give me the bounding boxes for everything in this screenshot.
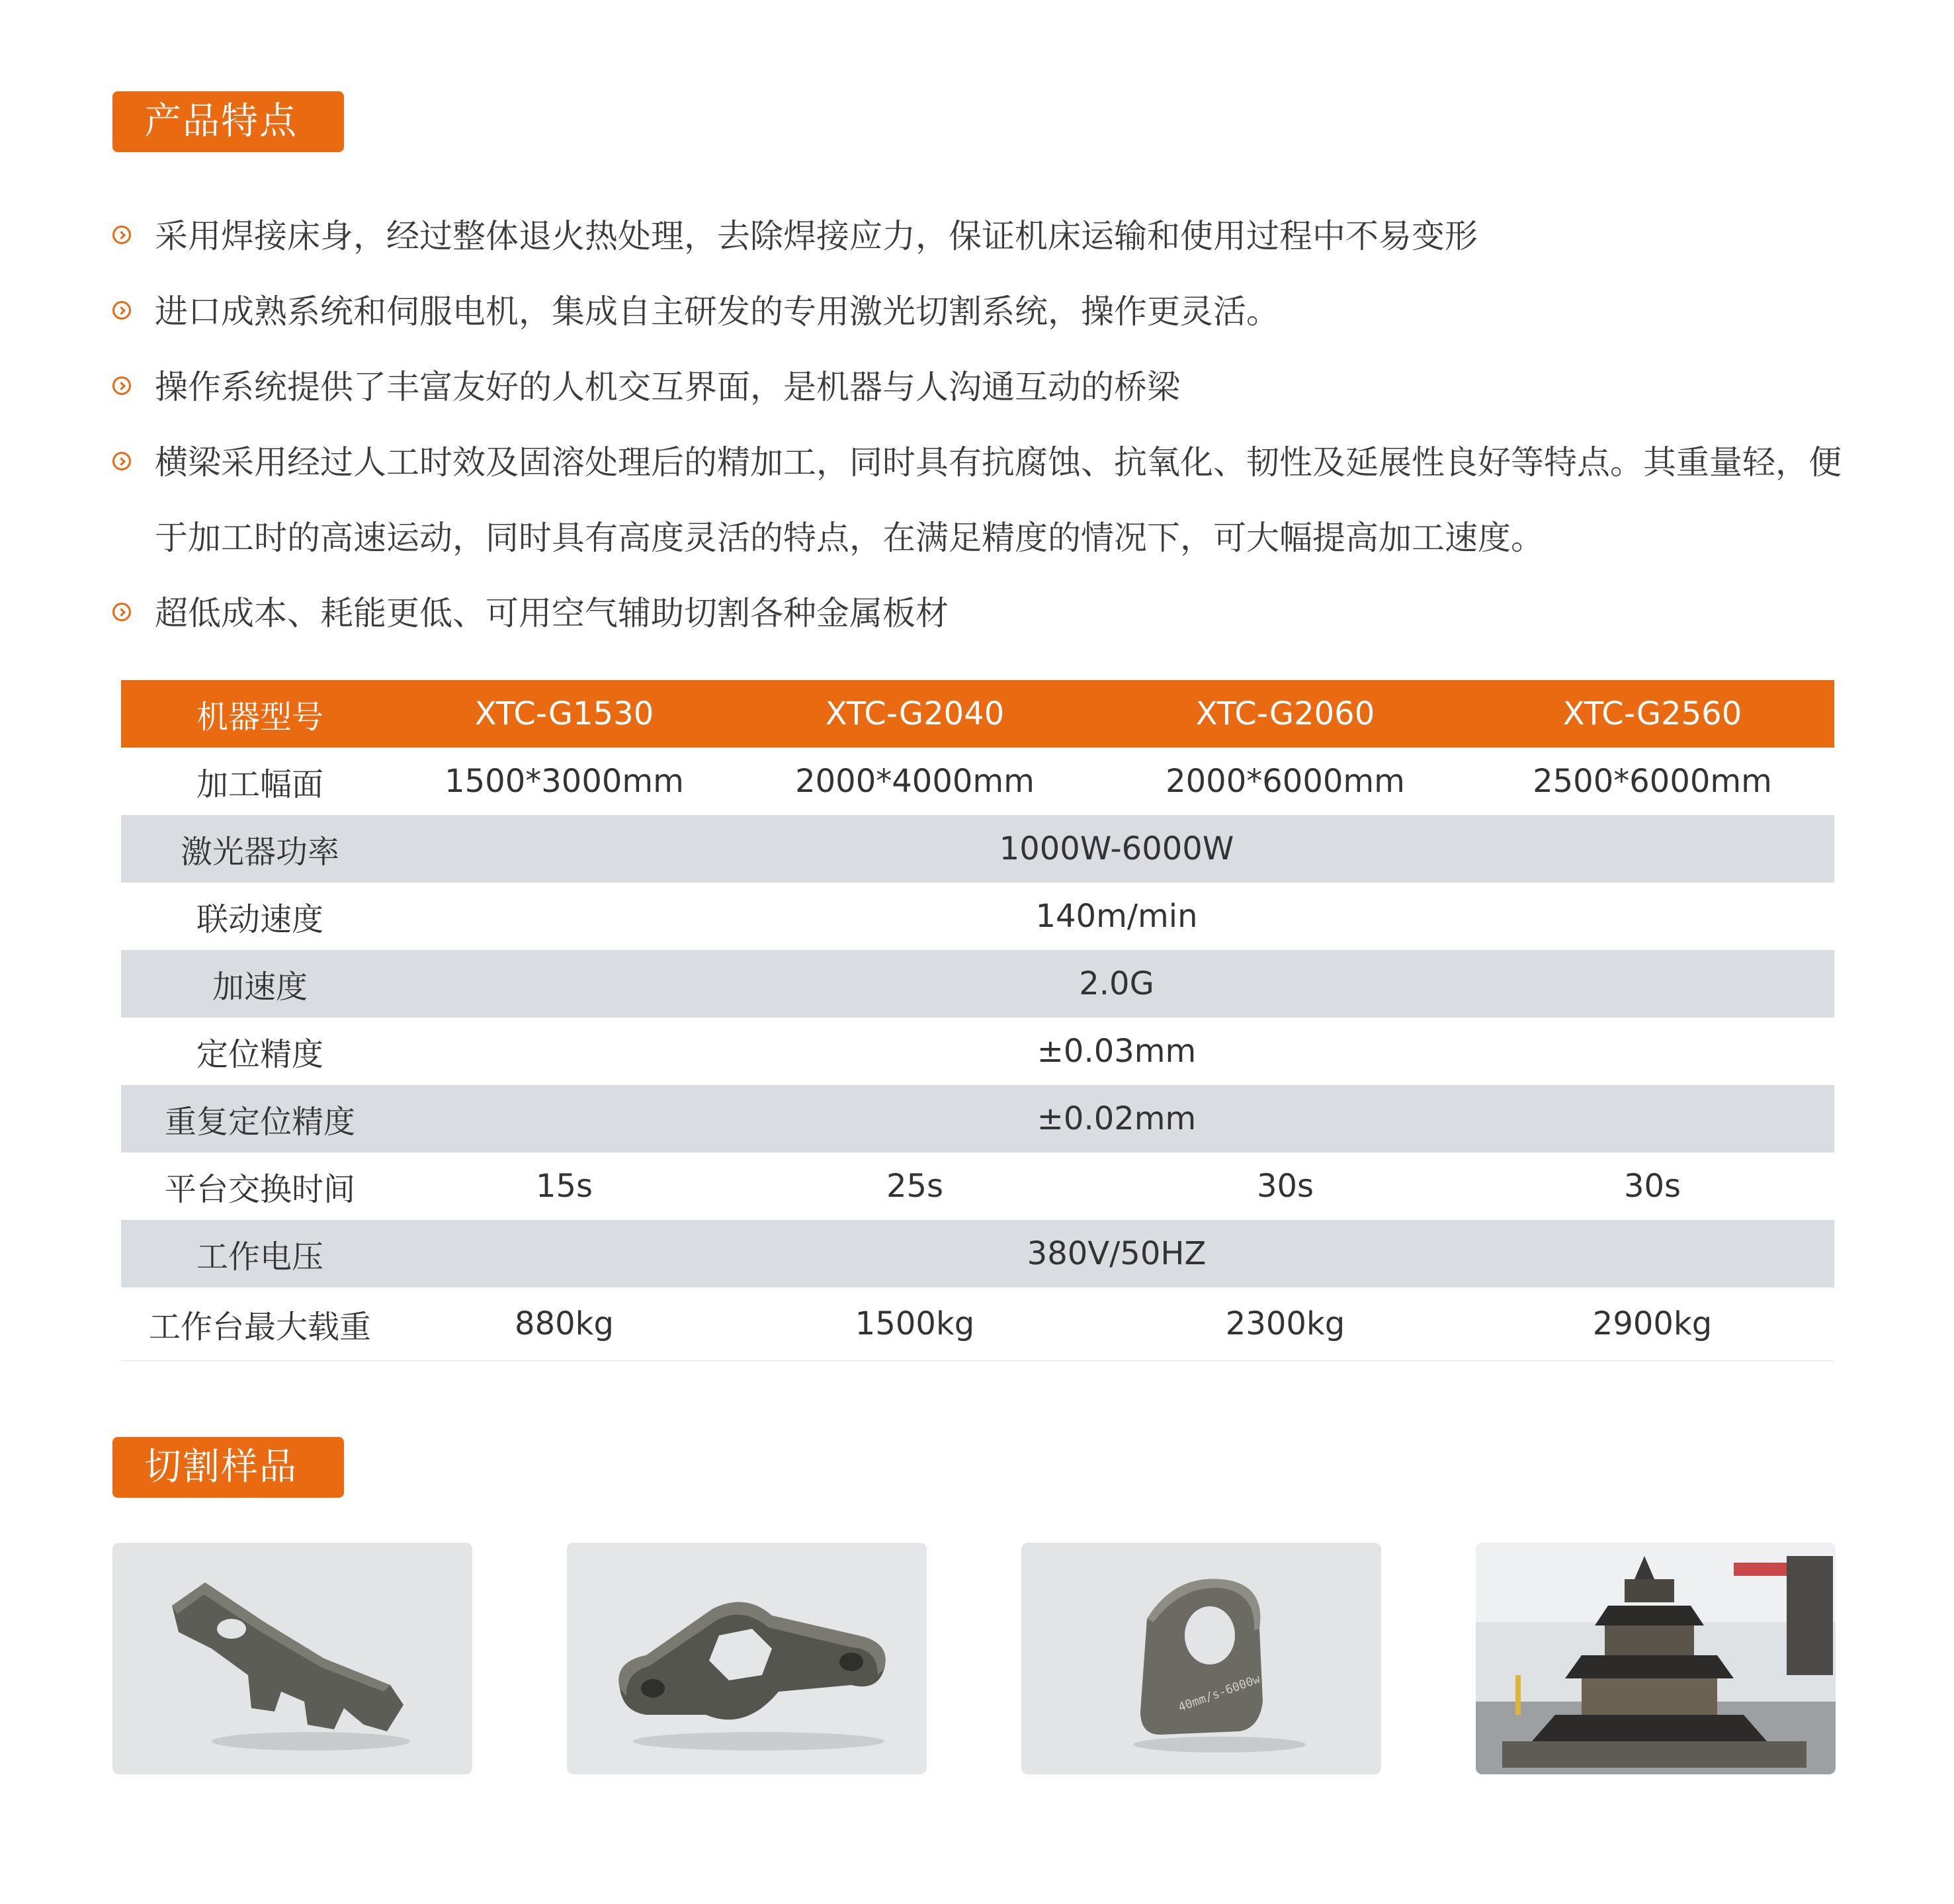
table-row	[121, 950, 1834, 1017]
features-section-title: 产品特点	[112, 91, 344, 152]
chevron-circle-icon	[112, 376, 131, 395]
cut-metal-bracket-icon	[112, 1543, 472, 1774]
chevron-circle-icon	[112, 603, 131, 621]
table-row	[121, 1152, 1834, 1220]
row-label: 加速度	[212, 968, 308, 1006]
sample-image-engraved-tab	[1021, 1543, 1381, 1774]
row-label: 定位精度	[196, 1035, 323, 1073]
table-cell: 140m/min	[1035, 898, 1198, 935]
feature-text: 采用焊接床身，经过整体退火热处理，去除焊接应力，保证机床运输和使用过程中不易变形	[155, 217, 1478, 255]
feature-item	[112, 576, 1846, 651]
row-label: 重复定位精度	[164, 1103, 355, 1141]
model-header: XTC-G1530	[474, 695, 654, 732]
samples-section-title: 切割样品	[112, 1437, 344, 1498]
row-label: 激光器功率	[180, 833, 339, 871]
row-label: 平台交换时间	[164, 1170, 355, 1208]
cut-metal-tab-icon	[1021, 1543, 1381, 1774]
row-label: 工作电压	[196, 1238, 323, 1276]
cut-metal-hex-link-icon	[567, 1543, 927, 1774]
model-header: XTC-G2560	[1562, 695, 1742, 732]
sample-gallery	[112, 1543, 1835, 1774]
feature-item	[112, 198, 1846, 274]
table-row	[121, 1085, 1834, 1152]
sample-image-hex-link	[567, 1543, 927, 1774]
row-label: 工作台最大载重	[148, 1308, 371, 1346]
column-header-label: 机器型号	[196, 698, 323, 736]
table-cell: 2000*4000mm	[795, 763, 1035, 800]
feature-text: 超低成本、耗能更低、可用空气辅助切割各种金属板材	[155, 594, 949, 632]
metal-temple-model-icon	[1476, 1543, 1836, 1774]
table-cell: 30s	[1623, 1168, 1681, 1205]
table-row	[121, 1017, 1834, 1085]
table-row	[121, 815, 1834, 883]
sample-image-bracket	[112, 1543, 472, 1774]
feature-item	[112, 349, 1846, 425]
model-header: XTC-G2040	[825, 695, 1005, 732]
table-cell: 380V/50HZ	[1027, 1235, 1207, 1272]
table-cell: 25s	[886, 1168, 944, 1205]
table-cell: 1500*3000mm	[445, 763, 684, 800]
feature-item	[112, 274, 1846, 349]
table-row	[121, 1287, 1834, 1362]
feature-text: 操作系统提供了丰富友好的人机交互界面，是机器与人沟通互动的桥梁	[155, 368, 1180, 406]
table-cell: 2900kg	[1592, 1305, 1713, 1342]
table-cell: 2500*6000mm	[1533, 763, 1772, 800]
table-row	[121, 1220, 1834, 1287]
feature-text: 进口成熟系统和伺服电机，集成自主研发的专用激光切割系统，操作更灵活。	[155, 292, 1279, 331]
spec-table	[121, 680, 1834, 1362]
feature-list	[112, 198, 1846, 651]
table-cell: 1500kg	[855, 1305, 975, 1342]
table-cell: 2300kg	[1225, 1305, 1345, 1342]
chevron-circle-icon	[112, 452, 131, 470]
table-cell: ±0.02mm	[1037, 1100, 1197, 1137]
chevron-circle-icon	[112, 226, 131, 244]
feature-text: 横梁采用经过人工时效及固溶处理后的精加工，同时具有抗腐蚀、抗氧化、韧性及延展性良好等特点。其重量轻，便于加工时的高速运动，同时具有高度灵活的特点，在满足精度的情况下，可大幅提高加工速度。	[155, 443, 1842, 557]
table-header-row	[121, 680, 1834, 748]
table-cell: 2000*6000mm	[1166, 763, 1405, 800]
table-cell: 2.0G	[1079, 965, 1154, 1002]
model-header: XTC-G2060	[1195, 695, 1375, 732]
engraving-text: 40mm/s-6000w	[1176, 1672, 1262, 1715]
row-label: 联动速度	[196, 900, 323, 938]
feature-item	[112, 425, 1846, 576]
table-cell: 880kg	[515, 1305, 614, 1342]
table-row	[121, 748, 1834, 815]
chevron-circle-icon	[112, 301, 131, 320]
table-cell: 30s	[1256, 1168, 1314, 1205]
table-cell: 15s	[535, 1168, 593, 1205]
row-label: 加工幅面	[196, 765, 323, 803]
table-cell: 1000W-6000W	[999, 830, 1234, 867]
table-cell: ±0.03mm	[1037, 1033, 1197, 1070]
sample-image-temple-model	[1476, 1543, 1836, 1774]
table-row	[121, 883, 1834, 950]
